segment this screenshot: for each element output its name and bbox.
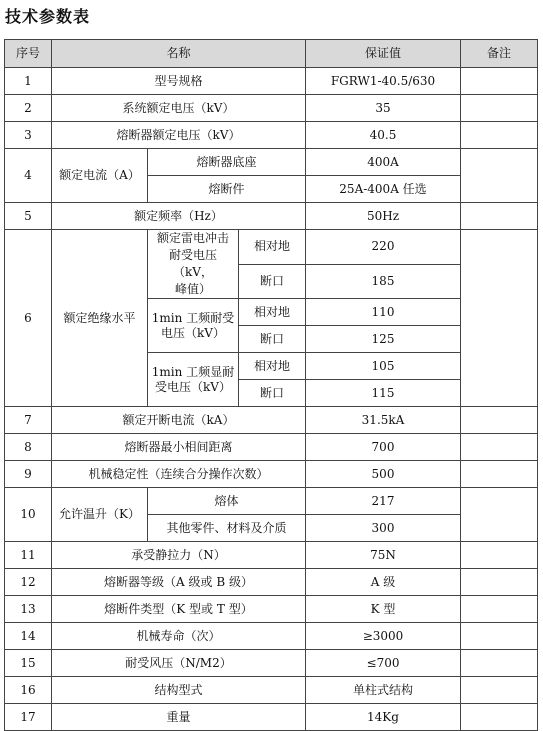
row-index: 15 <box>5 650 52 677</box>
row-index: 7 <box>5 407 52 434</box>
table-row <box>5 650 538 677</box>
header-index: 序号 <box>5 40 52 68</box>
table-row <box>5 149 538 176</box>
table-row <box>5 68 538 95</box>
param-value: A 级 <box>306 569 461 596</box>
spec-table <box>4 39 538 731</box>
table-row <box>5 569 538 596</box>
row-index: 16 <box>5 677 52 704</box>
param-name: 型号规格 <box>52 68 306 95</box>
param-value: ≥3000 <box>306 623 461 650</box>
row-index: 14 <box>5 623 52 650</box>
param-value: 125 <box>306 326 461 353</box>
table-row <box>5 623 538 650</box>
param-value: 单柱式结构 <box>306 677 461 704</box>
param-name: 熔断件类型（K 型或 T 型） <box>52 596 306 623</box>
row-index: 8 <box>5 434 52 461</box>
table-row <box>5 122 538 149</box>
param-value: 40.5 <box>306 122 461 149</box>
param-note <box>461 623 538 650</box>
param-name: 熔断器最小相间距离 <box>52 434 306 461</box>
param-note <box>461 542 538 569</box>
param-name: 重量 <box>52 704 306 731</box>
param-name: 熔断器额定电压（kV） <box>52 122 306 149</box>
param-name: 额定绝缘水平 <box>52 230 148 407</box>
row-index: 2 <box>5 95 52 122</box>
param-value: 14Kg <box>306 704 461 731</box>
header-name: 名称 <box>52 40 306 68</box>
param-value: 500 <box>306 461 461 488</box>
row-index: 5 <box>5 203 52 230</box>
param-value: 185 <box>306 264 461 299</box>
param-sub-label: 断口 <box>239 264 306 299</box>
param-name: 熔断器等级（A 级或 B 级） <box>52 569 306 596</box>
param-note <box>461 149 538 203</box>
table-row <box>5 488 538 515</box>
param-sub-label: 相对地 <box>239 230 306 265</box>
param-name: 额定电流（A） <box>52 149 148 203</box>
param-value: 115 <box>306 380 461 407</box>
param-note <box>461 569 538 596</box>
param-value: 25A-400A 任选 <box>306 176 461 203</box>
param-group-name: 额定雷电冲击 耐受电压（kV， 峰值） <box>148 230 239 299</box>
table-row <box>5 407 538 434</box>
param-name: 承受静拉力（N） <box>52 542 306 569</box>
table-row <box>5 203 538 230</box>
table-row <box>5 434 538 461</box>
param-name: 结构型式 <box>52 677 306 704</box>
header-value: 保证值 <box>306 40 461 68</box>
param-note <box>461 461 538 488</box>
param-value: FGRW1-40.5/630 <box>306 68 461 95</box>
header-note: 备注 <box>461 40 538 68</box>
param-value: K 型 <box>306 596 461 623</box>
param-sub-label: 断口 <box>239 380 306 407</box>
param-sub-name: 熔断器底座 <box>148 149 306 176</box>
param-value: 300 <box>306 515 461 542</box>
row-index: 4 <box>5 149 52 203</box>
param-note <box>461 95 538 122</box>
row-index: 11 <box>5 542 52 569</box>
param-note <box>461 68 538 95</box>
param-group-name: 1min 工频显耐 受电压（kV） <box>148 353 239 407</box>
param-sub-label: 断口 <box>239 326 306 353</box>
table-row <box>5 677 538 704</box>
row-index: 10 <box>5 488 52 542</box>
row-index: 12 <box>5 569 52 596</box>
param-note <box>461 407 538 434</box>
param-value: 220 <box>306 230 461 265</box>
param-name: 机械寿命（次） <box>52 623 306 650</box>
table-row <box>5 542 538 569</box>
param-note <box>461 704 538 731</box>
param-sub-label: 相对地 <box>239 299 306 326</box>
param-note <box>461 203 538 230</box>
param-value: 400A <box>306 149 461 176</box>
param-note <box>461 488 538 542</box>
param-sub-name: 熔断件 <box>148 176 306 203</box>
row-index: 9 <box>5 461 52 488</box>
param-note <box>461 650 538 677</box>
param-note <box>461 434 538 461</box>
param-sub-label: 相对地 <box>239 353 306 380</box>
param-value: 110 <box>306 299 461 326</box>
param-value: 35 <box>306 95 461 122</box>
table-row <box>5 461 538 488</box>
param-note <box>461 230 538 407</box>
param-name: 额定开断电流（kA） <box>52 407 306 434</box>
table-header-row <box>5 40 538 68</box>
row-index: 13 <box>5 596 52 623</box>
param-note <box>461 122 538 149</box>
table-row <box>5 704 538 731</box>
param-value: 105 <box>306 353 461 380</box>
param-value: 217 <box>306 488 461 515</box>
param-note <box>461 596 538 623</box>
param-note <box>461 677 538 704</box>
param-group-name: 1min 工频耐受 电压（kV） <box>148 299 239 353</box>
param-sub-name: 熔体 <box>148 488 306 515</box>
param-value: 75N <box>306 542 461 569</box>
row-index: 1 <box>5 68 52 95</box>
table-row <box>5 230 538 265</box>
param-value: 700 <box>306 434 461 461</box>
param-name: 系统额定电压（kV） <box>52 95 306 122</box>
param-name: 机械稳定性（连续合分操作次数） <box>52 461 306 488</box>
document-title: 技术参数表 <box>5 7 91 26</box>
param-value: 50Hz <box>306 203 461 230</box>
param-value: 31.5kA <box>306 407 461 434</box>
param-name: 允许温升（K） <box>52 488 148 542</box>
param-value: ≤700 <box>306 650 461 677</box>
table-row <box>5 596 538 623</box>
table-row <box>5 95 538 122</box>
row-index: 3 <box>5 122 52 149</box>
param-sub-name: 其他零件、材料及介质 <box>148 515 306 542</box>
row-index: 6 <box>5 230 52 407</box>
param-name: 耐受风压（N/M2） <box>52 650 306 677</box>
row-index: 17 <box>5 704 52 731</box>
param-name: 额定频率（Hz） <box>52 203 306 230</box>
